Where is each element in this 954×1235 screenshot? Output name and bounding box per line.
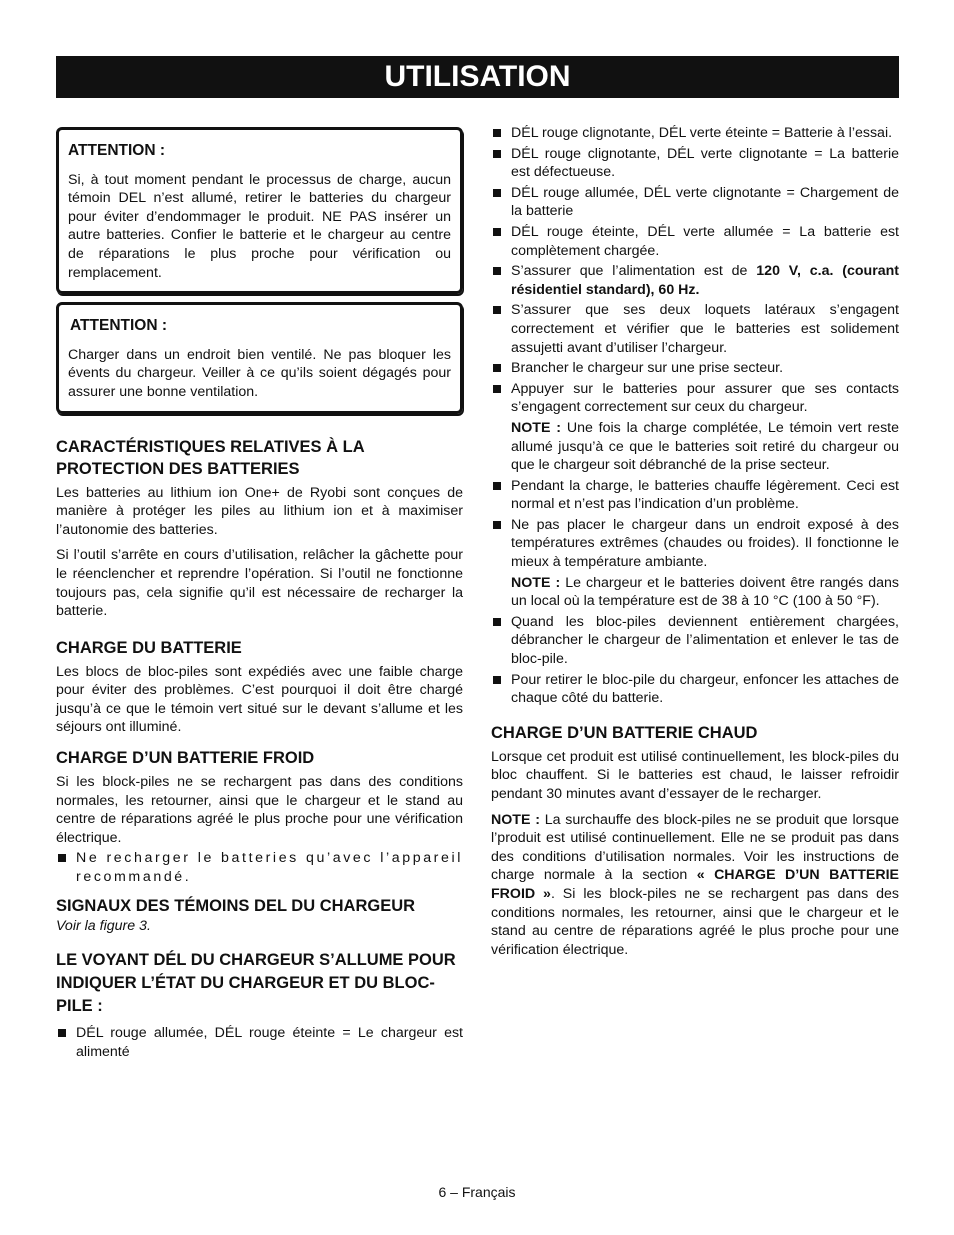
note: [491, 419, 899, 475]
attention-box-1: [56, 127, 463, 294]
list-item: S’assurer que ses deux loquets latéraux s’engagent correctement et vérifier que le batteries est solidement assujetti avant d’utiliser l’chargeur.: [491, 301, 899, 357]
section-heading-voyant: LE VOYANT DÉL DU CHARGEUR S’ALLUME POUR INDIQUER L’ÉTAT DU CHARGEUR ET DU BLOC-PILE :: [56, 951, 456, 1016]
list-item: Quand les bloc-piles deviennent entièrement chargées, débrancher le chargeur de l’alimentation et enlever le tas de bloc-pile.: [491, 613, 899, 669]
list-item: Pendant la charge, le batteries chauffe légèrement. Ceci est normal et n’est pas l’indication d’un problème.: [491, 477, 899, 514]
paragraph: Lorsque cet produit est utilisé continuellement, les block-piles du bloc chauffent. Si le batteries est chaud, le laisser refroidir pendant 30 minutes avant d’essayer de le recharger.: [491, 748, 899, 802]
section-heading-chaud: CHARGE D’UN BATTERIE CHAUD: [491, 723, 758, 742]
list-item: Appuyer sur le batteries pour assurer que ses contacts s’engagent correctement sur ceux du chargeur.: [491, 380, 899, 417]
attention-text: Si, à tout moment pendant le processus de charge, aucun témoin DEL n’est allumé, retirer le batteries du chargeur pour éviter d’endommager le produit. NE PAS insérer un autre batteries. Confier le batterie et le chargeur au centre de réparations le plus proche pour vérification ou remplacement.: [68, 171, 451, 281]
list-item: DÉL rouge clignotante, DÉL verte clignotante = La batterie est défectueuse.: [491, 145, 899, 182]
list-item: [491, 262, 899, 299]
note-label: NOTE :: [491, 811, 540, 828]
note-text: . Si les block-piles ne se rechargent pas dans des conditions normales, les retourner, ainsi que le chargeur et le stand au centre de réparations agréé le plus proche pour une vérification électrique.: [491, 885, 899, 958]
page-title-banner: [56, 56, 899, 98]
bullet-list: [491, 477, 899, 572]
section-heading-protection: CARACTÉRISTIQUES RELATIVES À LA PROTECTION DES BATTERIES: [56, 437, 365, 478]
attention-title: ATTENTION :: [68, 142, 166, 159]
note-text: Le chargeur et le batteries doivent être rangés dans un local où la température est de 38 à 10 °C (100 à 50 °F).: [511, 574, 899, 610]
attention-title: ATTENTION :: [70, 317, 168, 335]
note-text: La surchauffe des block-piles ne se produit que lorsque l’produit est utilisé continuellement. Elle ne se produit pas dans des conditions d’utilisation normales. Voir les instructions de charge normale à la section: [491, 811, 899, 884]
list-item: DÉL rouge clignotante, DÉL verte éteinte = Batterie à l’essai.: [491, 124, 899, 143]
paragraph: Si l’outil s’arrête en cours d’utilisation, relâcher la gâchette pour le réenclencher et reprendre l’opération. Si l’outil ne fonctionne toujours pas, cela signifie qu’il est nécessaire de recharger la batterie.: [56, 547, 463, 620]
bullet-list: [491, 124, 899, 417]
list-item: Brancher le chargeur sur une prise secteur.: [491, 359, 899, 378]
bullet-list: [56, 849, 463, 886]
page-footer: [0, 1184, 954, 1200]
paragraph: Les blocs de bloc-piles sont expédiés avec une faible charge pour éviter des problèmes. C’est pourquoi il doit être chargé jusqu’à ce que le témoin vert situé sur le devant s’allume et les séjours ont illuminé.: [56, 663, 463, 736]
list-item: DÉL rouge allumée, DÉL verte clignotante = Chargement de la batterie: [491, 184, 899, 221]
attention-box-2: [56, 302, 463, 413]
paragraph: Les batteries au lithium ion One+ de Ryobi sont conçues de manière à protéger les piles au lithium ion et à maximiser l’autonomie des batteries.: [56, 484, 463, 538]
bullet-list: [491, 613, 899, 708]
note: [491, 574, 899, 611]
page-number: 6 – Français: [438, 1184, 516, 1200]
list-item: Ne recharger le batteries qu’avec l’appareil recommandé.: [56, 849, 463, 886]
list-item: Pour retirer le bloc-pile du chargeur, enfoncer les attaches de chaque côté du batterie.: [491, 671, 899, 708]
note-label: NOTE :: [511, 419, 561, 436]
page-title: UTILISATION: [384, 60, 571, 93]
left-column: [56, 127, 463, 1063]
list-item-text: S’assurer que l’alimentation est de: [511, 263, 757, 280]
paragraph: Si les block-piles ne se rechargent pas dans des conditions normales, les retourner, ainsi que le chargeur et le stand au centre de réparations agréé le plus proche pour une vérification électrique.: [56, 774, 463, 846]
figure-reference: Voir la figure 3.: [56, 917, 151, 934]
list-item: DÉL rouge éteinte, DÉL verte allumée = La batterie est complètement chargée.: [491, 223, 899, 260]
note-label: NOTE :: [511, 574, 561, 591]
list-item: DÉL rouge allumée, DÉL rouge éteinte = Le chargeur est alimenté: [56, 1024, 463, 1061]
right-column: [491, 124, 899, 966]
bullet-list: [56, 1024, 463, 1061]
list-item: Ne pas placer le chargeur dans un endroit exposé à des températures extrêmes (chaudes ou froides). Il fonctionne le mieux à température ambiante.: [491, 516, 899, 572]
section-reference: « CHARGE D’UN BATTERIE FROID »: [491, 867, 899, 902]
section-heading-signaux: SIGNAUX DES TÉMOINS DEL DU CHARGEUR: [56, 896, 416, 915]
section-heading-charge: CHARGE DU BATTERIE: [56, 638, 242, 657]
section-heading-froid: CHARGE D’UN BATTERIE FROID: [56, 749, 315, 768]
attention-text: Charger dans un endroit bien ventilé. Ne pas bloquer les évents du chargeur. Veiller à ce qu’ils soient dégagés pour assurer une bonne ventilation.: [68, 346, 451, 400]
note-paragraph: [491, 811, 899, 960]
voltage-spec: 120 V, c.a. (courant résidentiel standard), 60 Hz.: [511, 263, 899, 298]
note-text: Une fois la charge complétée, Le témoin vert reste allumé jusqu’à ce que le batteries soit retiré du chargeur ou que le chargeur soit débranché de la prise secteur.: [511, 419, 899, 474]
